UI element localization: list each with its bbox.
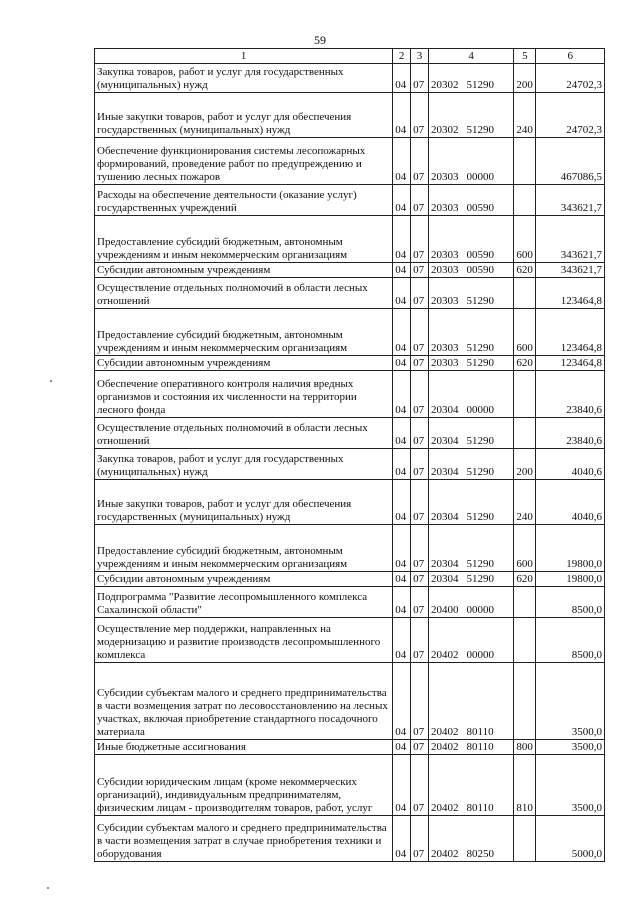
row-section: 04 bbox=[393, 278, 411, 309]
target-article-code: 20304 bbox=[431, 558, 459, 570]
target-article-direction: 51290 bbox=[466, 573, 494, 585]
row-amount: 4040,6 bbox=[536, 449, 605, 480]
row-target-article bbox=[429, 371, 514, 418]
target-article-code: 20304 bbox=[431, 511, 459, 523]
row-expense-type bbox=[514, 587, 536, 618]
target-article-code: 20302 bbox=[431, 79, 459, 91]
row-section: 04 bbox=[393, 525, 411, 572]
row-name: Предоставление субсидий бюджетным, автономным учреждениям и иным некоммерческим организациям bbox=[95, 309, 393, 356]
row-target-article bbox=[429, 755, 514, 816]
row-section: 04 bbox=[393, 587, 411, 618]
table-row bbox=[95, 740, 605, 755]
target-article-code: 20402 bbox=[431, 848, 459, 860]
row-name: Иные закупки товаров, работ и услуг для обеспечения государственных (муниципальных) нужд bbox=[95, 93, 393, 138]
row-expense-type: 810 bbox=[514, 755, 536, 816]
row-target-article bbox=[429, 216, 514, 263]
row-name: Осуществление мер поддержки, направленных на модернизацию и развитие производств лесопромышленного комплекса bbox=[95, 618, 393, 663]
table-row bbox=[95, 138, 605, 185]
target-article-direction: 51290 bbox=[466, 79, 494, 91]
row-section: 04 bbox=[393, 185, 411, 216]
row-name: Предоставление субсидий бюджетным, автономным учреждениям и иным некоммерческим организациям bbox=[95, 525, 393, 572]
target-article-code: 20402 bbox=[431, 802, 459, 814]
row-target-article bbox=[429, 309, 514, 356]
row-section: 04 bbox=[393, 740, 411, 755]
target-article-code: 20303 bbox=[431, 264, 459, 276]
column-header-2: 2 bbox=[393, 49, 411, 64]
target-article-code: 20303 bbox=[431, 202, 459, 214]
row-subsection: 07 bbox=[411, 371, 429, 418]
column-header-1: 1 bbox=[95, 49, 393, 64]
table-row bbox=[95, 371, 605, 418]
row-section: 04 bbox=[393, 755, 411, 816]
target-article-code: 20400 bbox=[431, 604, 459, 616]
row-amount: 19800,0 bbox=[536, 525, 605, 572]
row-expense-type: 240 bbox=[514, 480, 536, 525]
row-amount: 3500,0 bbox=[536, 755, 605, 816]
row-target-article bbox=[429, 93, 514, 138]
row-section: 04 bbox=[393, 64, 411, 93]
row-name: Субсидии юридическим лицам (кроме некоммерческих организаций), индивидуальным предпринимателям, физическим лицам - производителям товаров, работ, услуг bbox=[95, 755, 393, 816]
table-row bbox=[95, 618, 605, 663]
row-target-article bbox=[429, 278, 514, 309]
row-subsection: 07 bbox=[411, 663, 429, 740]
target-article-direction: 80110 bbox=[466, 802, 494, 814]
target-article-direction: 51290 bbox=[466, 558, 494, 570]
row-amount: 4040,6 bbox=[536, 480, 605, 525]
table-row bbox=[95, 356, 605, 371]
row-name: Субсидии автономным учреждениям bbox=[95, 356, 393, 371]
table-row bbox=[95, 263, 605, 278]
row-name: Осуществление отдельных полномочий в области лесных отношений bbox=[95, 278, 393, 309]
target-article-direction: 51290 bbox=[466, 124, 494, 136]
row-name: Закупка товаров, работ и услуг для государственных (муниципальных) нужд bbox=[95, 64, 393, 93]
row-expense-type: 200 bbox=[514, 64, 536, 93]
row-subsection: 07 bbox=[411, 587, 429, 618]
target-article-code: 20303 bbox=[431, 249, 459, 261]
table-row bbox=[95, 755, 605, 816]
row-name: Субсидии автономным учреждениям bbox=[95, 263, 393, 278]
row-section: 04 bbox=[393, 356, 411, 371]
target-article-direction: 51290 bbox=[466, 435, 494, 447]
row-subsection: 07 bbox=[411, 755, 429, 816]
target-article-direction: 00590 bbox=[466, 249, 494, 261]
table-row bbox=[95, 309, 605, 356]
row-expense-type bbox=[514, 371, 536, 418]
row-section: 04 bbox=[393, 138, 411, 185]
row-name: Субсидии субъектам малого и среднего предпринимательства в части возмещения затрат по лесовосстановлению на лесных участках, включая приобретение стандартного посадочного материала bbox=[95, 663, 393, 740]
target-article-code: 20302 bbox=[431, 124, 459, 136]
target-article-direction: 51290 bbox=[466, 511, 494, 523]
target-article-code: 20303 bbox=[431, 171, 459, 183]
table-row bbox=[95, 418, 605, 449]
table-row bbox=[95, 278, 605, 309]
row-expense-type: 600 bbox=[514, 309, 536, 356]
row-expense-type: 600 bbox=[514, 525, 536, 572]
row-section: 04 bbox=[393, 663, 411, 740]
table-row bbox=[95, 525, 605, 572]
row-name: Обеспечение оперативного контроля наличия вредных организмов и состояния их численности на территории лесного фонда bbox=[95, 371, 393, 418]
column-header-6: 6 bbox=[536, 49, 605, 64]
row-amount: 343621,7 bbox=[536, 185, 605, 216]
row-target-article bbox=[429, 64, 514, 93]
row-amount: 123464,8 bbox=[536, 278, 605, 309]
target-article-direction: 51290 bbox=[466, 295, 494, 307]
row-target-article bbox=[429, 356, 514, 371]
row-target-article bbox=[429, 138, 514, 185]
row-section: 04 bbox=[393, 371, 411, 418]
row-amount: 123464,8 bbox=[536, 309, 605, 356]
row-amount: 8500,0 bbox=[536, 587, 605, 618]
row-amount: 123464,8 bbox=[536, 356, 605, 371]
target-article-direction: 80110 bbox=[466, 741, 494, 753]
row-name: Иные бюджетные ассигнования bbox=[95, 740, 393, 755]
column-header-5: 5 bbox=[514, 49, 536, 64]
row-expense-type: 800 bbox=[514, 740, 536, 755]
row-name: Субсидии субъектам малого и среднего предпринимательства в части возмещения затрат в случае приобретения техники и оборудования bbox=[95, 816, 393, 862]
row-expense-type: 240 bbox=[514, 93, 536, 138]
target-article-code: 20402 bbox=[431, 741, 459, 753]
row-subsection: 07 bbox=[411, 356, 429, 371]
row-target-article bbox=[429, 418, 514, 449]
page-number: 59 bbox=[314, 33, 326, 47]
target-article-code: 20304 bbox=[431, 466, 459, 478]
row-name: Предоставление субсидий бюджетным, автономным учреждениям и иным некоммерческим организациям bbox=[95, 216, 393, 263]
row-section: 04 bbox=[393, 480, 411, 525]
table-row bbox=[95, 216, 605, 263]
row-amount: 3500,0 bbox=[536, 663, 605, 740]
row-target-article bbox=[429, 185, 514, 216]
row-subsection: 07 bbox=[411, 740, 429, 755]
row-target-article bbox=[429, 449, 514, 480]
row-subsection: 07 bbox=[411, 185, 429, 216]
row-subsection: 07 bbox=[411, 418, 429, 449]
row-expense-type: 620 bbox=[514, 356, 536, 371]
row-amount: 467086,5 bbox=[536, 138, 605, 185]
row-expense-type: 600 bbox=[514, 216, 536, 263]
target-article-direction: 00000 bbox=[466, 649, 494, 661]
row-section: 04 bbox=[393, 309, 411, 356]
row-amount: 343621,7 bbox=[536, 216, 605, 263]
row-name: Иные закупки товаров, работ и услуг для обеспечения государственных (муниципальных) нужд bbox=[95, 480, 393, 525]
table-row bbox=[95, 449, 605, 480]
table-row bbox=[95, 93, 605, 138]
row-section: 04 bbox=[393, 263, 411, 278]
row-subsection: 07 bbox=[411, 618, 429, 663]
row-subsection: 07 bbox=[411, 93, 429, 138]
row-section: 04 bbox=[393, 816, 411, 862]
target-article-direction: 80250 bbox=[466, 848, 494, 860]
row-expense-type bbox=[514, 418, 536, 449]
row-subsection: 07 bbox=[411, 278, 429, 309]
row-name: Закупка товаров, работ и услуг для государственных (муниципальных) нужд bbox=[95, 449, 393, 480]
row-expense-type bbox=[514, 138, 536, 185]
row-expense-type bbox=[514, 816, 536, 862]
row-expense-type bbox=[514, 185, 536, 216]
target-article-code: 20303 bbox=[431, 342, 459, 354]
row-section: 04 bbox=[393, 572, 411, 587]
row-expense-type: 620 bbox=[514, 572, 536, 587]
target-article-direction: 00000 bbox=[466, 604, 494, 616]
row-expense-type bbox=[514, 618, 536, 663]
row-amount: 8500,0 bbox=[536, 618, 605, 663]
row-name: Подпрограмма "Развитие лесопромышленного комплекса Сахалинской области" bbox=[95, 587, 393, 618]
target-article-code: 20304 bbox=[431, 435, 459, 447]
target-article-code: 20402 bbox=[431, 726, 459, 738]
row-section: 04 bbox=[393, 216, 411, 263]
row-expense-type: 620 bbox=[514, 263, 536, 278]
target-article-code: 20304 bbox=[431, 573, 459, 585]
row-subsection: 07 bbox=[411, 216, 429, 263]
target-article-code: 20303 bbox=[431, 295, 459, 307]
row-expense-type bbox=[514, 278, 536, 309]
budget-table bbox=[94, 48, 605, 862]
table-row bbox=[95, 480, 605, 525]
target-article-code: 20303 bbox=[431, 357, 459, 369]
scan-speck bbox=[50, 380, 52, 382]
target-article-direction: 00590 bbox=[466, 202, 494, 214]
row-subsection: 07 bbox=[411, 449, 429, 480]
row-target-article bbox=[429, 663, 514, 740]
row-target-article bbox=[429, 618, 514, 663]
row-amount: 24702,3 bbox=[536, 93, 605, 138]
row-name: Осуществление отдельных полномочий в области лесных отношений bbox=[95, 418, 393, 449]
row-section: 04 bbox=[393, 418, 411, 449]
row-amount: 23840,6 bbox=[536, 371, 605, 418]
row-target-article bbox=[429, 263, 514, 278]
target-article-direction: 00000 bbox=[466, 171, 494, 183]
row-target-article bbox=[429, 572, 514, 587]
row-expense-type bbox=[514, 663, 536, 740]
row-subsection: 07 bbox=[411, 138, 429, 185]
row-name: Расходы на обеспечение деятельности (оказание услуг) государственных учреждений bbox=[95, 185, 393, 216]
row-section: 04 bbox=[393, 618, 411, 663]
target-article-direction: 00590 bbox=[466, 264, 494, 276]
row-amount: 24702,3 bbox=[536, 64, 605, 93]
row-name: Обеспечение функционирования системы лесопожарных формирований, проведение работ по предупреждению и тушению лесных пожаров bbox=[95, 138, 393, 185]
target-article-direction: 00000 bbox=[466, 404, 494, 416]
target-article-code: 20402 bbox=[431, 649, 459, 661]
row-subsection: 07 bbox=[411, 816, 429, 862]
row-target-article bbox=[429, 587, 514, 618]
target-article-code: 20304 bbox=[431, 404, 459, 416]
table-row bbox=[95, 572, 605, 587]
target-article-direction: 51290 bbox=[466, 466, 494, 478]
table-row bbox=[95, 816, 605, 862]
column-header-3: 3 bbox=[411, 49, 429, 64]
table-header-row bbox=[95, 49, 605, 64]
column-header-4: 4 bbox=[429, 49, 514, 64]
row-amount: 343621,7 bbox=[536, 263, 605, 278]
row-amount: 3500,0 bbox=[536, 740, 605, 755]
row-subsection: 07 bbox=[411, 572, 429, 587]
row-subsection: 07 bbox=[411, 309, 429, 356]
row-subsection: 07 bbox=[411, 263, 429, 278]
row-subsection: 07 bbox=[411, 64, 429, 93]
row-section: 04 bbox=[393, 449, 411, 480]
row-target-article bbox=[429, 740, 514, 755]
target-article-direction: 51290 bbox=[466, 357, 494, 369]
row-expense-type: 200 bbox=[514, 449, 536, 480]
table-row bbox=[95, 185, 605, 216]
row-name: Субсидии автономным учреждениям bbox=[95, 572, 393, 587]
target-article-direction: 51290 bbox=[466, 342, 494, 354]
row-target-article bbox=[429, 816, 514, 862]
row-amount: 23840,6 bbox=[536, 418, 605, 449]
row-subsection: 07 bbox=[411, 480, 429, 525]
table-row bbox=[95, 587, 605, 618]
table-row bbox=[95, 64, 605, 93]
row-amount: 19800,0 bbox=[536, 572, 605, 587]
row-subsection: 07 bbox=[411, 525, 429, 572]
row-section: 04 bbox=[393, 93, 411, 138]
row-target-article bbox=[429, 525, 514, 572]
scan-speck bbox=[47, 887, 49, 889]
target-article-direction: 80110 bbox=[466, 726, 494, 738]
table-row bbox=[95, 663, 605, 740]
row-amount: 5000,0 bbox=[536, 816, 605, 862]
row-target-article bbox=[429, 480, 514, 525]
